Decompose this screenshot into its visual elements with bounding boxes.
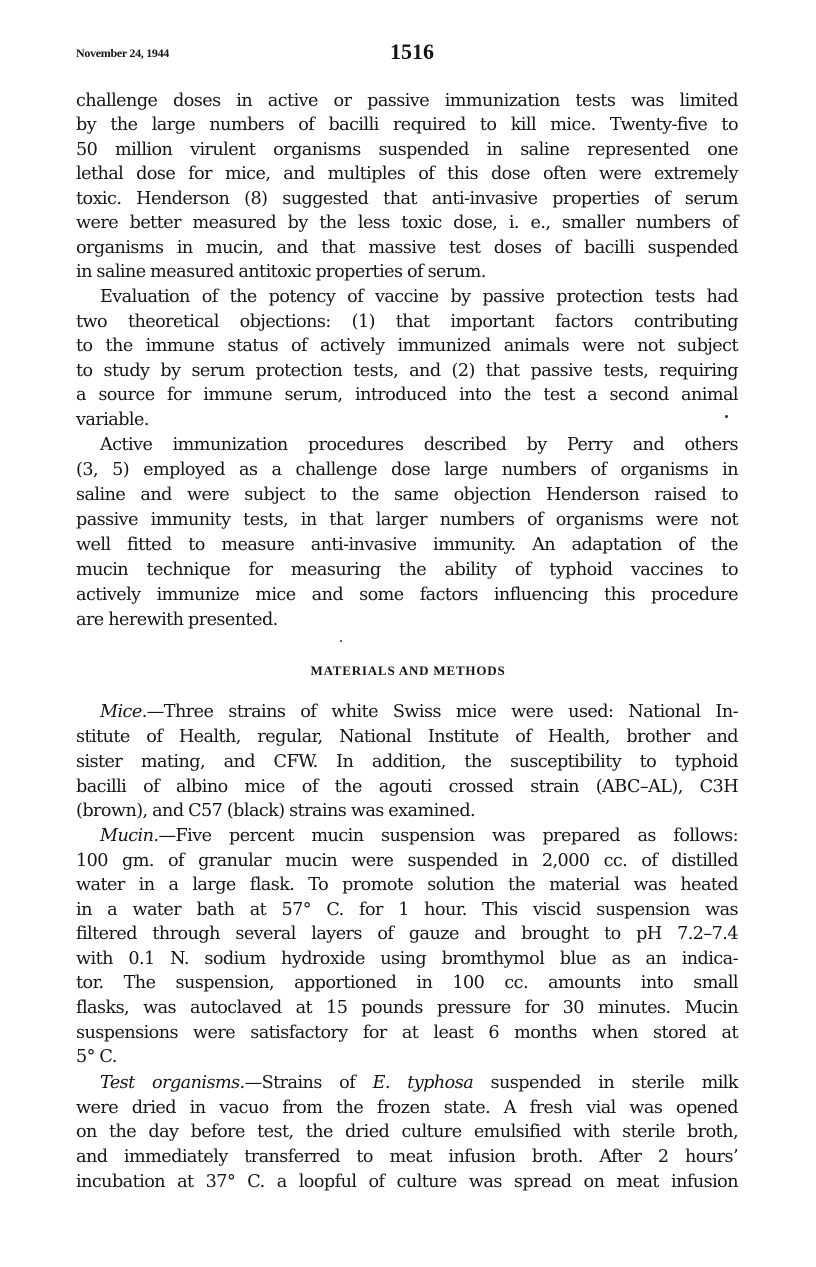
text-span: —Three strains of white Swiss mice were used: National In- xyxy=(146,702,738,722)
text-line: and immediately transferred to meat infusion broth. After 2 hours’ xyxy=(76,1147,738,1167)
text-line: (brown), and C57 (black) strains was examined. xyxy=(76,801,476,821)
run-in-heading: Mice. xyxy=(100,702,147,722)
text-line: incubation at 37° C. a loopful of culture was spread on meat infusion xyxy=(76,1172,738,1192)
text-line: mucin technique for measuring the ability of typhoid vaccines to xyxy=(76,560,738,580)
text-line: filtered through several layers of gauze and brought to pH 7.2–7.4 xyxy=(76,924,738,944)
text-line: variable. xyxy=(76,410,149,430)
text-line: in saline measured antitoxic properties of serum. xyxy=(76,262,486,282)
text-line: saline and were subject to the same objection Henderson raised to xyxy=(76,485,738,505)
scan-speck xyxy=(725,415,728,418)
text-line: to the immune status of actively immunized animals were not subject xyxy=(76,336,738,356)
text-line: to study by serum protection tests, and (2) that passive tests, requiring xyxy=(76,361,738,381)
text-line: 50 million virulent organisms suspended in saline represented one xyxy=(76,140,738,160)
text-line: Evaluation of the potency of vaccine by passive protection tests had xyxy=(100,287,738,307)
text-line: water in a large flask. To promote solution the material was heated xyxy=(76,875,738,895)
page-number: 1516 xyxy=(390,39,434,64)
text-line: were better measured by the less toxic dose, i. e., smaller numbers of xyxy=(76,213,738,233)
text-line: (3, 5) employed as a challenge dose large numbers of organisms in xyxy=(76,460,738,480)
text-line: suspensions were satisfactory for at least 6 months when stored at xyxy=(76,1023,738,1043)
text-line: well fitted to measure anti-invasive immunity. An adaptation of the xyxy=(76,535,738,555)
text-span: suspended in sterile milk xyxy=(473,1073,738,1093)
text-span: —Strains of xyxy=(244,1073,373,1093)
text-line xyxy=(100,1071,738,1095)
text-line: toxic. Henderson (8) suggested that anti-invasive properties of serum xyxy=(76,189,738,209)
text-line xyxy=(100,700,738,724)
text-line: passive immunity tests, in that larger numbers of organisms were not xyxy=(76,510,738,530)
text-line: Active immunization procedures described by Perry and others xyxy=(100,435,738,455)
text-line: organisms in mucin, and that massive test doses of bacilli suspended xyxy=(76,238,738,258)
text-line: sister mating, and CFW. In addition, the susceptibility to typhoid xyxy=(76,752,738,772)
text-line: challenge doses in active or passive immunization tests was limited xyxy=(76,91,738,111)
text-line: in a water bath at 57° C. for 1 hour. This viscid suspension was xyxy=(76,900,738,920)
text-line: 100 gm. of granular mucin were suspended in 2,000 cc. of distilled xyxy=(76,851,738,871)
text-line: a source for immune serum, introduced into the test a second animal xyxy=(76,385,738,405)
text-line: stitute of Health, regular, National Institute of Health, brother and xyxy=(76,727,738,747)
text-line: lethal dose for mice, and multiples of this dose often were extremely xyxy=(76,164,738,184)
running-header-date: November 24, 1944 xyxy=(76,46,169,60)
species-name: E. typhosa xyxy=(372,1073,474,1093)
text-line: actively immunize mice and some factors influencing this procedure xyxy=(76,585,738,605)
text-line: two theoretical objections: (1) that important factors contributing xyxy=(76,312,738,332)
text-line xyxy=(100,824,738,848)
text-line: 5° C. xyxy=(76,1047,117,1067)
text-span: —Five percent mucin suspension was prepared as follows: xyxy=(158,826,738,846)
text-line: were dried in vacuo from the frozen state. A fresh vial was opened xyxy=(76,1098,738,1118)
text-line: on the day before test, the dried culture emulsified with sterile broth, xyxy=(76,1122,738,1142)
scan-speck xyxy=(340,640,342,642)
text-line: with 0.1 N. sodium hydroxide using bromthymol blue as an indica- xyxy=(76,949,738,969)
text-line: by the large numbers of bacilli required to kill mice. Twenty-five to xyxy=(76,115,738,135)
text-line: tor. The suspension, apportioned in 100 cc. amounts into small xyxy=(76,973,738,993)
section-heading: MATERIALS AND METHODS xyxy=(310,663,506,678)
text-line: are herewith presented. xyxy=(76,610,278,630)
text-line: flasks, was autoclaved at 15 pounds pressure for 30 minutes. Mucin xyxy=(76,998,738,1018)
run-in-heading: Test organisms. xyxy=(100,1073,245,1093)
text-line: bacilli of albino mice of the agouti crossed strain (ABC–AL), C3H xyxy=(76,777,738,797)
run-in-heading: Mucin. xyxy=(100,826,159,846)
